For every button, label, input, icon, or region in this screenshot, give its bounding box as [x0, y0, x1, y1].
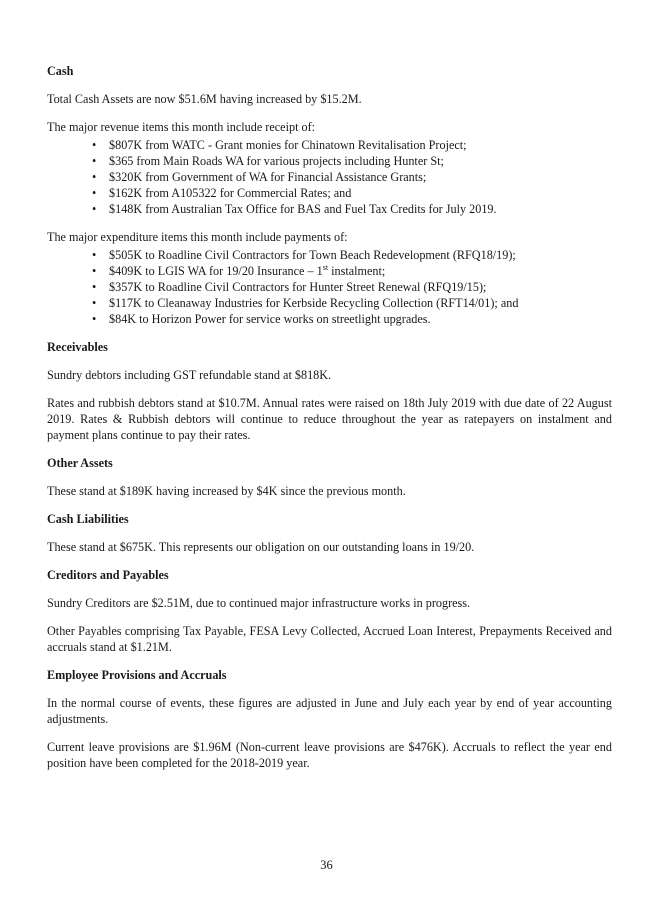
expenditure-list: [47, 247, 612, 327]
section-heading-cash: Cash: [47, 64, 74, 78]
list-item: • $365 from Main Roads WA for various projects including Hunter St;: [109, 153, 612, 169]
document-body: [47, 63, 612, 783]
revenue-intro: The major revenue items this month include receipt of:: [47, 120, 316, 134]
list-item: • $320K from Government of WA for Financial Assistance Grants;: [109, 169, 612, 185]
expenditure-intro: The major expenditure items this month include payments of:: [47, 230, 348, 244]
total-cash-text: Total Cash Assets are now $51.6M having increased by $15.2M.: [47, 92, 362, 106]
creditors-paragraph: Other Payables comprising Tax Payable, FESA Levy Collected, Accrued Loan Interest, Prepayments Received and accruals stand at $1.21M.: [47, 624, 612, 654]
list-item: • $84K to Horizon Power for service works on streetlight upgrades.: [109, 311, 612, 327]
section-heading-employee: Employee Provisions and Accruals: [47, 668, 227, 682]
receivables-paragraph: Rates and rubbish debtors stand at $10.7M. Annual rates were raised on 18th July 2019 with due date of 22 August 2019. Rates & Rubbish debtors will continue to reduce throughout the year as ratepayers on instalment and payment plans continue to pay their rates.: [47, 396, 612, 442]
list-item: • $117K to Cleanaway Industries for Kerbside Recycling Collection (RFT14/01); and: [109, 295, 612, 311]
section-heading-other-assets: Other Assets: [47, 456, 113, 470]
other-assets-paragraph: These stand at $189K having increased by $4K since the previous month.: [47, 484, 406, 498]
list-item: • $807K from WATC - Grant monies for Chinatown Revitalisation Project;: [109, 137, 612, 153]
section-heading-receivables: Receivables: [47, 340, 108, 354]
list-item: [109, 263, 612, 279]
list-item: • $162K from A105322 for Commercial Rates; and: [109, 185, 612, 201]
list-item: • $357K to Roadline Civil Contractors for Hunter Street Renewal (RFQ19/15);: [109, 279, 612, 295]
ordinal-suffix: st: [322, 262, 329, 272]
cash-liabilities-paragraph: These stand at $675K. This represents our obligation on our outstanding loans in 19/20.: [47, 540, 475, 554]
list-item-text-end: instalment;: [328, 264, 386, 278]
section-heading-cash-liabilities: Cash Liabilities: [47, 512, 129, 526]
receivables-paragraph: Sundry debtors including GST refundable stand at $818K.: [47, 368, 332, 382]
list-item: • $505K to Roadline Civil Contractors for Town Beach Redevelopment (RFQ18/19);: [109, 247, 612, 263]
section-heading-creditors: Creditors and Payables: [47, 568, 169, 582]
revenue-list: [47, 137, 612, 217]
creditors-paragraph: Sundry Creditors are $2.51M, due to continued major infrastructure works in progress.: [47, 596, 471, 610]
page-number: 36: [320, 858, 333, 872]
employee-paragraph: Current leave provisions are $1.96M (Non-current leave provisions are $476K). Accruals to reflect the year end position have been completed for the 2018-2019 year.: [47, 740, 612, 770]
employee-paragraph: In the normal course of events, these figures are adjusted in June and July each year by end of year accounting adjustments.: [47, 696, 612, 726]
list-item: • $148K from Australian Tax Office for BAS and Fuel Tax Credits for July 2019.: [109, 201, 612, 217]
list-item-text: $409K to LGIS WA for 19/20 Insurance – 1: [109, 264, 323, 278]
